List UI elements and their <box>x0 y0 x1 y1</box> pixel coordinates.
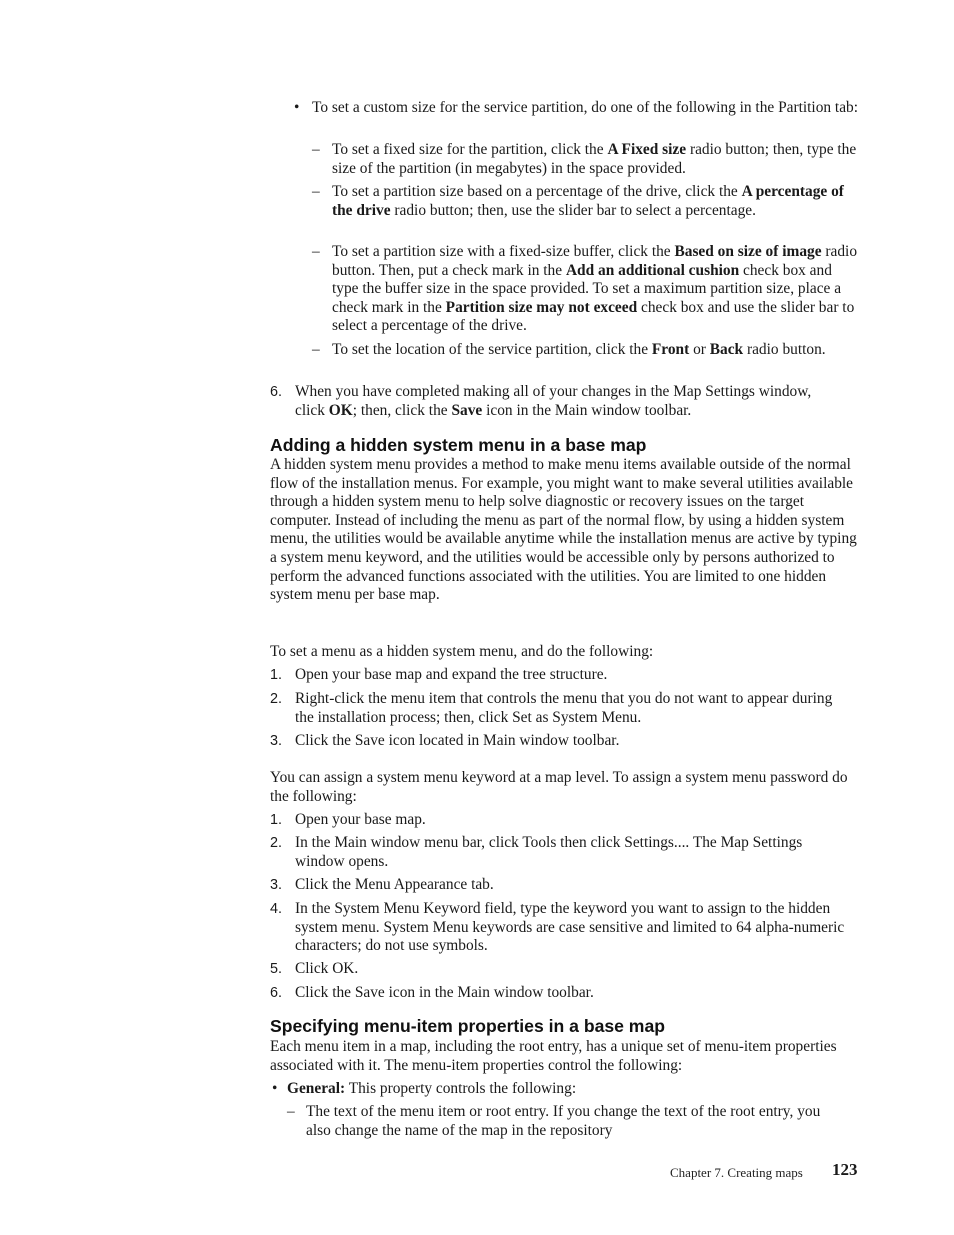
section-2-paragraph: Each menu item in a map, including the root entry, has a unique set of menu-item properties associated with it. The menu-item properties control the following: <box>270 1038 837 1074</box>
page-number: 123 <box>832 1160 858 1179</box>
step-number: 6. <box>270 985 283 1001</box>
text-run: To set the location of the service partition, click the <box>332 341 652 358</box>
text-run: To set a partition size based on a percentage of the drive, click the <box>332 183 742 200</box>
step-number: 2. <box>270 835 283 851</box>
step-text: Right-click the menu item that controls the menu that you do not want to appear during the installation process; then, click Set as System Menu. <box>295 690 833 726</box>
bold-term: Back <box>709 341 744 358</box>
step-text: Click OK. <box>295 960 359 977</box>
sub-item-buffer <box>332 243 860 336</box>
bold-term: OK <box>328 401 353 419</box>
text-run: radio button; then, type the size of the partition (in megabytes) in the space provided. <box>332 141 857 177</box>
text-run: radio button; then, use the slider bar to select a percentage. <box>390 201 756 219</box>
bullet-intro: To set a custom size for the service partition, do one of the following in the Partition tab: <box>312 99 859 116</box>
general-property-detail: The text of the menu item or root entry. If you change the text of the root entry, you also change the name of the map in the repository <box>306 1103 821 1139</box>
section-heading-hidden-menu: Adding a hidden system menu in a base map <box>270 435 647 455</box>
sub-item-fixed-size <box>332 141 857 178</box>
list-dash: – <box>312 341 320 358</box>
step-text: Click the Menu Appearance tab. <box>295 876 494 893</box>
text-run: radio button. Then, put a check mark in the <box>332 243 858 279</box>
general-property-item <box>287 1080 857 1099</box>
step-number: 1. <box>270 667 283 683</box>
text-run: To set a partition size with a fixed-size buffer, click the <box>332 243 675 260</box>
step-number: 5. <box>270 961 283 977</box>
text-run: check box and use the slider bar to select a percentage of the drive. <box>332 298 855 335</box>
section-heading-menu-item-properties: Specifying menu-item properties in a base map <box>270 1016 665 1036</box>
text-run: radio button. <box>743 341 826 358</box>
list-dash: – <box>312 141 320 158</box>
sub-item-percentage <box>332 183 857 220</box>
sub-item-location <box>332 341 857 360</box>
general-property-label: General: <box>287 1080 346 1097</box>
list-dash: – <box>312 183 320 200</box>
list-dash: – <box>287 1103 295 1120</box>
step-number: 1. <box>270 812 283 828</box>
step-text: In the System Menu Keyword field, type the keyword you want to assign to the hidden system menu. System Menu keywords are case sensitive and limited to 64 alpha-numeric characters; do not use symbols. <box>295 900 845 955</box>
footer-chapter-title: Chapter 7. Creating maps <box>670 1165 803 1180</box>
bold-term: Based on size of image <box>674 243 822 260</box>
text-run: To set a fixed size for the partition, click the <box>332 141 608 158</box>
step-text: Open your base map. <box>295 811 426 828</box>
bold-term: Partition size may not exceed <box>445 298 638 316</box>
bold-term: Add an additional cushion <box>565 261 740 279</box>
section-1-keyword-intro: You can assign a system menu keyword at a map level. To assign a system menu password do the following: <box>270 769 848 805</box>
step-number: 6. <box>270 384 283 400</box>
step-number: 2. <box>270 691 283 707</box>
general-property-text: This property controls the following: <box>345 1080 577 1097</box>
section-1-paragraph: A hidden system menu provides a method to make menu items available outside of the normal flow of the installation menus. For example, you might want to make several utilities available through a hidden system menu to help solve diagnostic or recovery issues on the target computer. Instead of including the menu as part of the normal flow, by using a hidden system menu, the utilities would be available anytime while the installation menus are active by typing a system menu keyword, and the utilities would be accessible only by persons authorized to perform the advanced functions associated with the utilities. You are limited to one hidden system menu per base map. <box>270 456 857 604</box>
step-text: Click the Save icon in the Main window toolbar. <box>295 984 594 1001</box>
bold-term: Save <box>451 401 483 419</box>
bold-term: A percentage of the drive <box>332 183 844 219</box>
section-1-instructions: To set a menu as a hidden system menu, and do the following: <box>270 643 654 660</box>
step-number: 4. <box>270 901 283 917</box>
text-run: icon in the Main window toolbar. <box>482 401 692 419</box>
step-text: In the Main window menu bar, click Tools then click Settings.... The Map Settings window opens. <box>295 834 803 870</box>
bold-term: A Fixed size <box>607 141 687 158</box>
list-dash: – <box>312 243 320 260</box>
step-text: Click the Save icon located in Main window toolbar. <box>295 732 620 749</box>
list-bullet: • <box>294 99 300 116</box>
step-number: 3. <box>270 877 283 893</box>
step-text: Open your base map and expand the tree structure. <box>295 666 608 683</box>
bold-term: Front <box>651 341 690 358</box>
text-run: check box and type the buffer size in the space provided. To set a maximum partition size, place a check mark in the <box>332 261 842 316</box>
text-run: or <box>689 341 710 358</box>
text-run: When you have completed making all of your changes in the Map Settings window, click <box>295 383 812 419</box>
step-6-text <box>295 383 835 420</box>
step-number: 3. <box>270 733 283 749</box>
list-bullet: • <box>272 1080 278 1097</box>
text-run: ; then, click the <box>352 401 452 419</box>
